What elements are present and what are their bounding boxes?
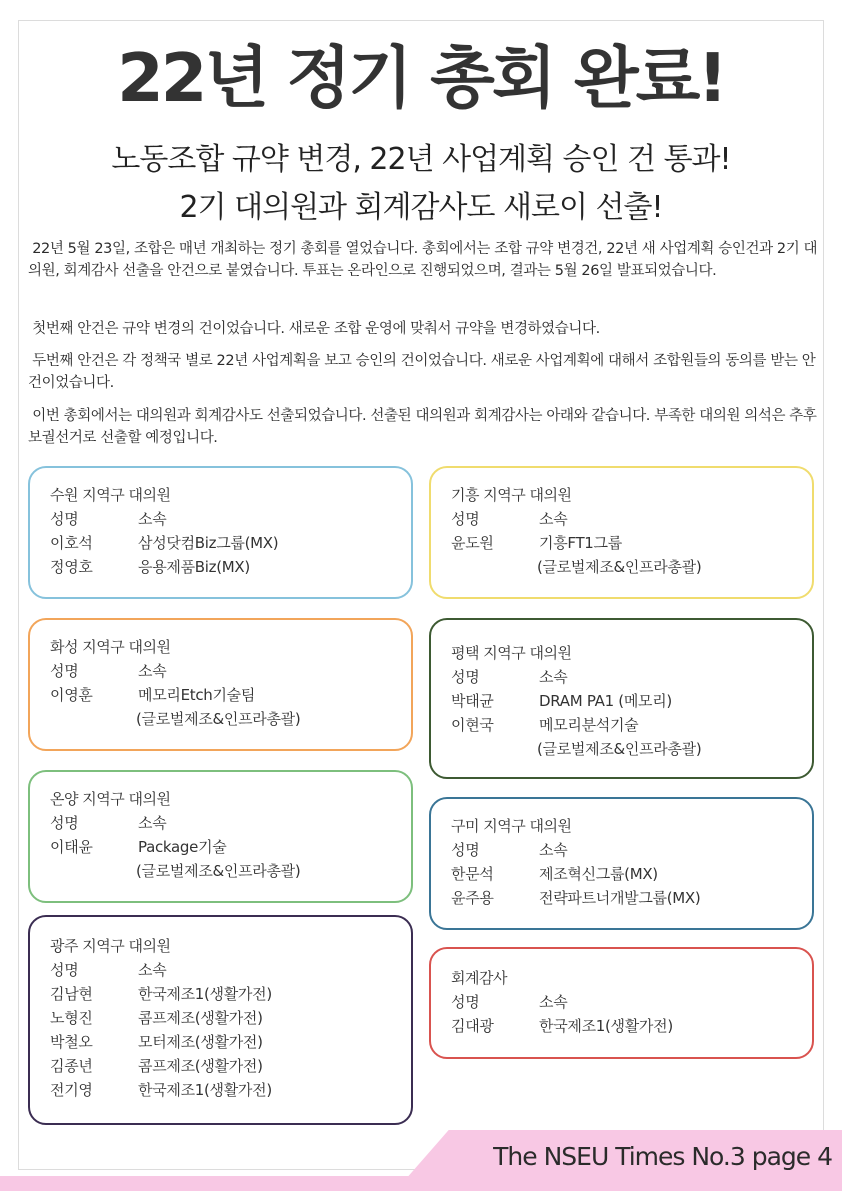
card-title: 기흥 지역구 대의원 bbox=[451, 486, 572, 504]
paragraph-3: 두번째 안건은 각 정책국 별로 22년 사업계획을 보고 승인의 건이었습니다. 새로운 사업계획에 대해서 조합원들의 동의를 받는 안건이었습니다. bbox=[28, 353, 816, 391]
list-item: 박태균 DRAM PA1 (메모리) bbox=[451, 692, 672, 710]
header-row: 성명 소속 bbox=[50, 961, 167, 979]
card-gwangju bbox=[28, 915, 413, 1125]
card-title: 수원 지역구 대의원 bbox=[50, 486, 171, 504]
card-hwaseong bbox=[28, 618, 413, 751]
header-row: 성명 소속 bbox=[451, 510, 568, 528]
card-onyang bbox=[28, 770, 413, 903]
affiliation-continued: (글로벌제조&인프라총괄) bbox=[136, 710, 301, 728]
header-row: 성명 소속 bbox=[451, 993, 568, 1011]
footer-issue-label: The NSEU Times No.3 page 4 bbox=[493, 1142, 832, 1171]
paragraph-1: 22년 5월 23일, 조합은 매년 개최하는 정기 총회를 열었습니다. 총회에서는 조합 규약 변경건, 22년 새 사업계획 승인건과 2기 대의원, 회계감사 선출을 안건으로 붙였습니다. 투표는 온라인으로 진행되었으며, 결과는 5월 26일 발표되었습니다. bbox=[28, 241, 818, 279]
card-gumi bbox=[429, 797, 814, 930]
list-item: 박철오 모터제조(생활가전) bbox=[50, 1033, 263, 1051]
footer-bar bbox=[0, 1176, 842, 1191]
paragraph-2: 첫번째 안건은 규약 변경의 건이었습니다. 새로운 조합 운영에 맞춰서 규약을 변경하였습니다. bbox=[32, 321, 600, 337]
list-item: 김종년 콤프제조(생활가전) bbox=[50, 1057, 263, 1075]
card-title: 화성 지역구 대의원 bbox=[50, 638, 171, 656]
list-item: 이현국 메모리분석기술 bbox=[451, 716, 639, 734]
card-pyeongtaek bbox=[429, 618, 814, 779]
card-title: 평택 지역구 대의원 bbox=[451, 644, 572, 662]
card-suwon bbox=[28, 466, 413, 599]
paragraph-4: 이번 총회에서는 대의원과 회계감사도 선출되었습니다. 선출된 대의원과 회계감사는 아래와 같습니다. 부족한 대의원 의석은 추후 보궐선거로 선출할 예정입니다. bbox=[28, 408, 817, 446]
header-row: 성명 소속 bbox=[451, 841, 568, 859]
affiliation-continued: (글로벌제조&인프라총괄) bbox=[537, 740, 702, 758]
headline: 22년 정기 총회 완료! bbox=[117, 39, 725, 117]
list-item: 노형진 콤프제조(생활가전) bbox=[50, 1009, 263, 1027]
subheadline-1: 노동조합 규약 변경, 22년 사업계획 승인 건 통과! bbox=[111, 142, 731, 177]
header-row: 성명 소속 bbox=[50, 510, 167, 528]
list-item: 정영호 응용제품Biz(MX) bbox=[50, 558, 250, 576]
card-title: 구미 지역구 대의원 bbox=[451, 817, 572, 835]
list-item: 한문석 제조혁신그룹(MX) bbox=[451, 865, 658, 883]
card-audit bbox=[429, 947, 814, 1059]
list-item: 김대광 한국제조1(생활가전) bbox=[451, 1017, 673, 1035]
list-item: 김남현 한국제조1(생활가전) bbox=[50, 985, 272, 1003]
list-item: 이호석 삼성닷컴Biz그룹(MX) bbox=[50, 534, 279, 552]
card-giheung bbox=[429, 466, 814, 599]
card-title: 온양 지역구 대의원 bbox=[50, 790, 171, 808]
list-item: 윤주용 전략파트너개발그룹(MX) bbox=[451, 889, 701, 907]
affiliation-continued: (글로벌제조&인프라총괄) bbox=[136, 862, 301, 880]
list-item: 이영훈 메모리Etch기술팀 bbox=[50, 686, 256, 704]
card-title: 회계감사 bbox=[451, 969, 507, 987]
list-item: 이태윤 Package기술 bbox=[50, 838, 227, 856]
header-row: 성명 소속 bbox=[451, 668, 568, 686]
affiliation-continued: (글로벌제조&인프라총괄) bbox=[537, 558, 702, 576]
card-title: 광주 지역구 대의원 bbox=[50, 937, 171, 955]
list-item: 전기영 한국제조1(생활가전) bbox=[50, 1081, 272, 1099]
header-row: 성명 소속 bbox=[50, 814, 167, 832]
list-item: 윤도원 기흥FT1그룹 bbox=[451, 534, 622, 552]
header-row: 성명 소속 bbox=[50, 662, 167, 680]
subheadline-2: 2기 대의원과 회계감사도 새로이 선출! bbox=[179, 190, 663, 225]
